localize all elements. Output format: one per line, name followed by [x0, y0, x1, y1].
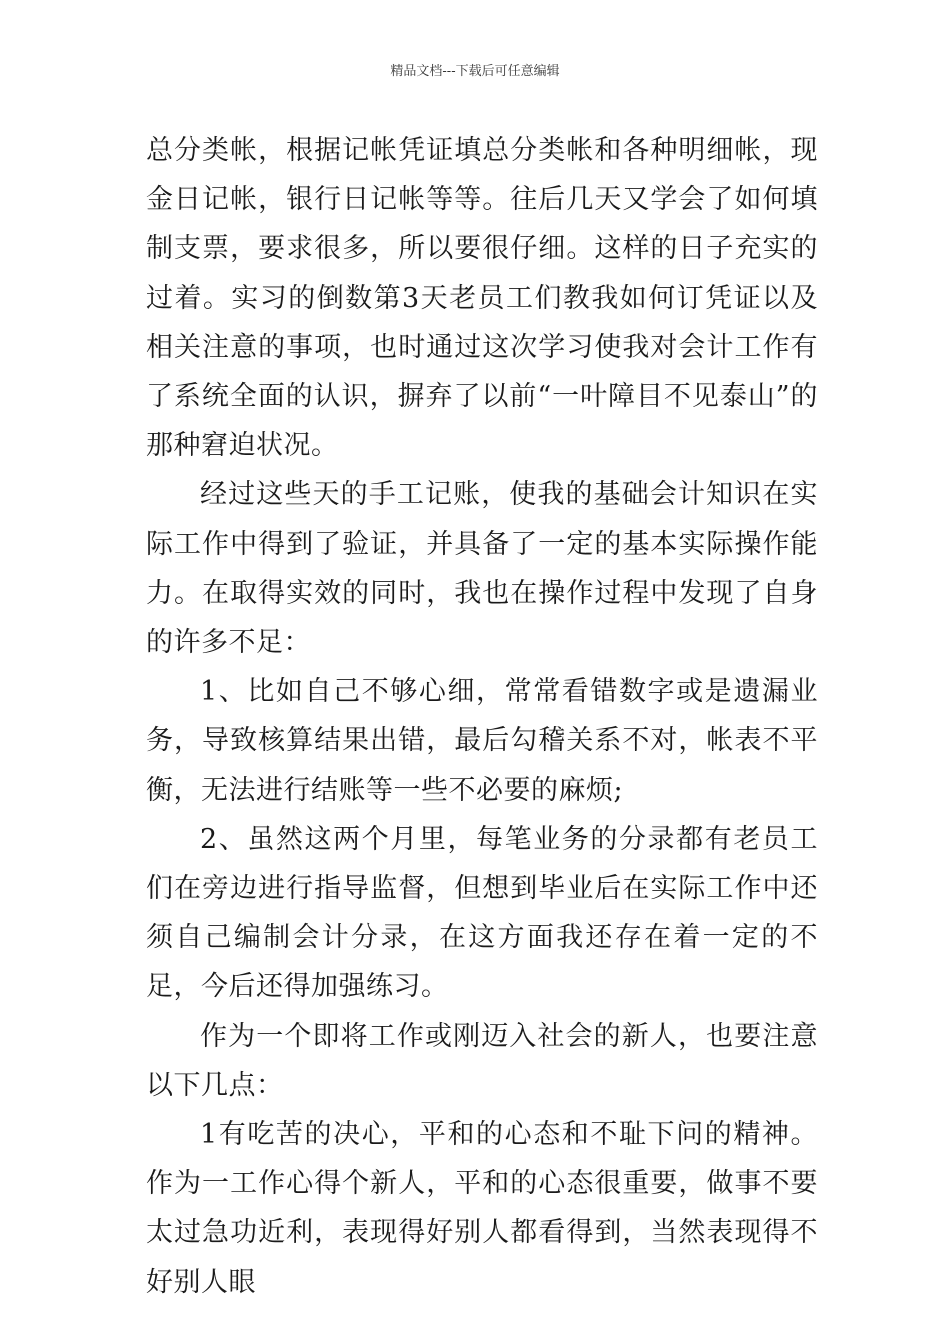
paragraph: 作为一个即将工作或刚迈入社会的新人，也要注意以下几点：: [146, 1020, 818, 1101]
paragraph: 总分类帐，根据记帐凭证填总分类帐和各种明细帐，现金日记帐，银行日记帐等等。往后几天又学会了如何填制支票，要求很多，所以要很仔细。这样的日子充实的过着。实习的倒数第3天老员工们教我如何订凭证以及相关注意的事项，也时通过这次学习使我对会计工作有了系统全面的认识，摒弃了以前“一叶障目不见泰山”的那种窘迫状况。: [146, 135, 818, 462]
page-header: 精品文档---下载后可任意编辑: [390, 64, 560, 79]
paragraph: 2、虽然这两个月里，每笔业务的分录都有老员工们在旁边进行指导监督，但想到毕业后在实际工作中还须自己编制会计分录，在这方面我还存在着一定的不足，今后还得加强练习。: [146, 823, 818, 1003]
paragraph: 经过这些天的手工记账，使我的基础会计知识在实际工作中得到了验证，并具备了一定的基本实际操作能力。在取得实效的同时，我也在操作过程中发现了自身的许多不足：: [146, 479, 818, 659]
document-body: [146, 126, 818, 1307]
paragraph: 1有吃苦的决心，平和的心态和不耻下问的精神。作为一工作心得个新人，平和的心态很重要，做事不要太过急功近利，表现得好别人都看得到，当然表现得不好别人眼: [146, 1119, 818, 1298]
paragraph: 1、比如自己不够心细，常常看错数字或是遗漏业务，导致核算结果出错，最后勾稽关系不对，帐表不平衡，无法进行结账等一些不必要的麻烦;: [146, 676, 818, 806]
